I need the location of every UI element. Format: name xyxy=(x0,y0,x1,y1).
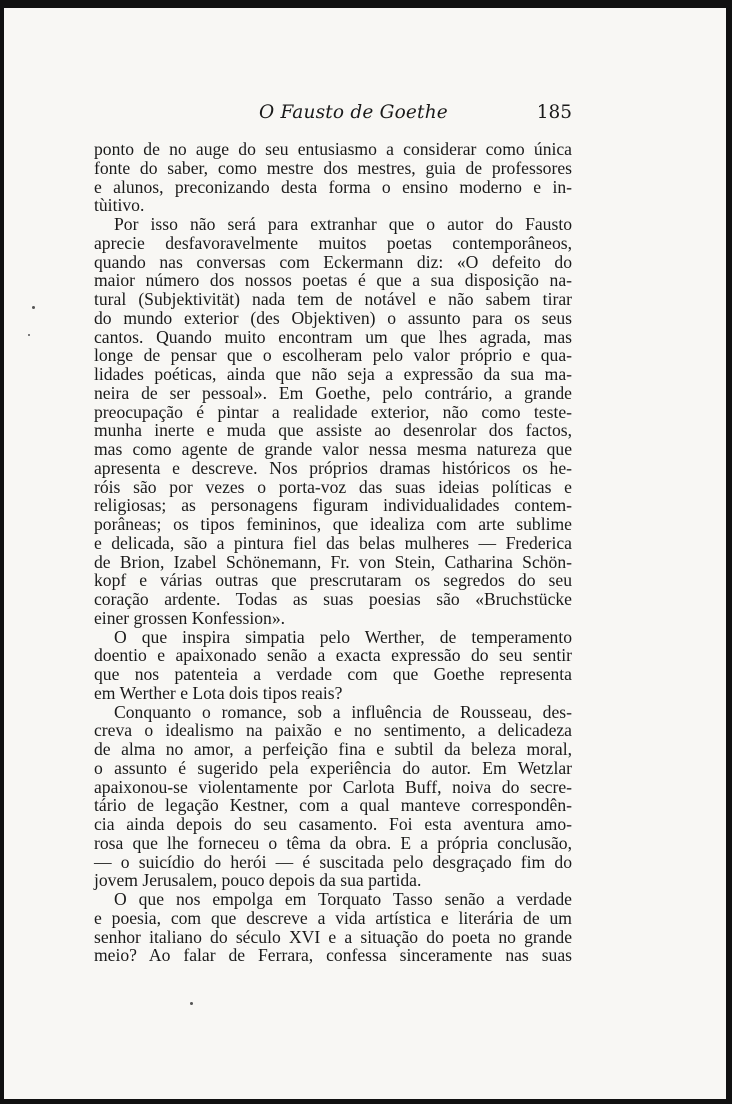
text-line: — o suicídio do herói — é suscitada pelo desgraçado fim do xyxy=(94,851,572,872)
text-line: longe de pensar que o escolheram pelo valor próprio e qua- xyxy=(94,345,572,366)
scan-speck xyxy=(32,306,35,309)
page-number: 185 xyxy=(536,102,572,123)
text-line: jovem Jerusalem, pouco depois da sua partida. xyxy=(94,870,422,891)
text-line: apaixonou-se violentamente por Carlota Buff, noiva do secre- xyxy=(94,776,572,797)
text-line: e delicada, são a pintura fiel das belas mulheres — Frederica xyxy=(94,532,572,553)
text-line: rosa que lhe forneceu o têma da obra. E a própria conclusão, xyxy=(94,832,572,853)
text-line: de alma no amor, a perfeição fina e subtil da beleza moral, xyxy=(94,739,572,759)
page-header xyxy=(94,102,572,130)
text-line: lidades poéticas, ainda que não seja a expressão da sua ma- xyxy=(94,364,572,384)
text-line: kopf e várias outras que prescrutaram os segredos do seu xyxy=(94,570,572,591)
text-line: róis são por vezes o porta-voz das suas ideias políticas e xyxy=(94,476,572,497)
text-line: senhor italiano do século XVI e a situação do poeta no grande xyxy=(94,926,572,947)
text-line: Por isso não será para extranhar que o autor do Fausto xyxy=(114,214,572,234)
text-line: munha inerte e muda que assiste ao desenrolar dos factos, xyxy=(94,420,572,441)
text-line: de Brion, Izabel Schönemann, Fr. von Stein, Catharina Schön- xyxy=(94,551,572,572)
text-line: creva o idealismo na paixão e no sentimento, a delicadeza xyxy=(94,720,572,741)
text-line: porâneas; os tipos femininos, que idealiza com arte sublime xyxy=(94,514,572,534)
text-line: quando nas conversas com Eckermann diz: «O defeito do xyxy=(94,251,572,272)
text-line: coração ardente. Todas as suas poesias são «Bruchstücke xyxy=(94,589,572,609)
text-line: o assunto é sugerido pela experiência do autor. Em Wetzlar xyxy=(94,757,572,778)
text-line: O que nos empolga em Torquato Tasso senão a verdade xyxy=(114,889,572,909)
text-line: O que inspira simpatia pelo Werther, de temperamento xyxy=(114,626,572,647)
running-title: O Fausto de Goethe xyxy=(259,102,448,123)
text-line: neira de ser pessoal». Em Goethe, pelo contrário, a grande xyxy=(94,382,572,403)
text-line: religiosas; as personagens figuram individualidades contem- xyxy=(94,495,572,516)
text-line: do mundo exterior (des Objektiven) o assunto para os seus xyxy=(94,307,572,328)
body-text xyxy=(94,140,572,965)
text-line: doentio e apaixonado senão a exacta expressão do seu sentir xyxy=(94,645,572,666)
text-line: mas como agente de grande valor nessa mesma natureza que xyxy=(94,439,572,459)
text-line: cantos. Quando muito encontram um que lhes agrada, mas xyxy=(94,326,572,347)
text-line: apresenta e descreve. Nos próprios dramas históricos os he- xyxy=(94,457,572,478)
scan-speck xyxy=(190,1002,193,1005)
text-line: e poesia, com que descreve a vida artística e literária de um xyxy=(94,907,572,928)
text-line: maior número dos nossos poetas é que a sua disposição na- xyxy=(94,270,572,291)
text-line: ponto de no auge do seu entusiasmo a considerar como única xyxy=(94,139,572,159)
text-line: em Werther e Lota dois tipos reais? xyxy=(94,682,343,703)
text-line: tural (Subjektivität) nada tem de notável e não sabem tirar xyxy=(94,289,572,309)
text-line: meio? Ao falar de Ferrara, confessa sinceramente nas suas xyxy=(94,945,572,966)
text-line: preocupação é pintar a realidade exterior, não como teste- xyxy=(94,401,572,422)
scan-speck xyxy=(28,334,30,336)
text-line: tário de legação Kestner, com a qual manteve correspondên- xyxy=(94,795,572,816)
text-line: aprecie desfavoravelmente muitos poetas contemporâneos, xyxy=(94,232,572,253)
text-line: einer grossen Konfession». xyxy=(94,607,286,628)
text-line: Conquanto o romance, sob a influência de Rousseau, des- xyxy=(114,701,572,722)
text-line: e alunos, preconizando desta forma o ensino moderno e in- xyxy=(94,176,572,197)
text-line: fonte do saber, como mestre dos mestres, guia de professores xyxy=(94,157,572,178)
text-line: tùitivo. xyxy=(94,195,145,216)
text-line: que nos patenteia a verdade com que Goethe representa xyxy=(94,664,572,684)
text-line: cia ainda depois do seu casamento. Foi esta aventura amo- xyxy=(94,814,572,834)
